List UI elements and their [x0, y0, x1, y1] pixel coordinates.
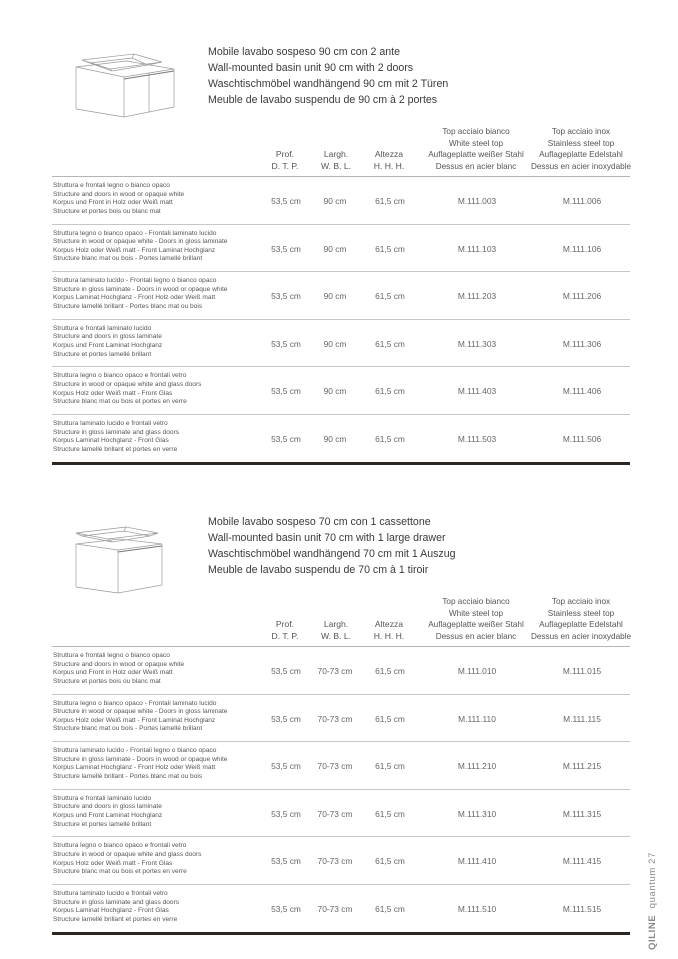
- description-line: Structure blanc mat ou bois - Portes lamellé brillant: [53, 255, 203, 263]
- description-line: Structure blanc mat ou bois et portes en verre: [53, 398, 187, 406]
- description-line: Struttura e frontali laminato lucido: [53, 324, 152, 332]
- table-row: [52, 177, 630, 225]
- row-description: [53, 277, 227, 311]
- description-line: Structure et portes lamellé brillant: [53, 820, 152, 828]
- row-description: [53, 890, 179, 924]
- table-row: [52, 320, 630, 368]
- row-description: [53, 747, 227, 781]
- width-value: 90 cm: [323, 196, 347, 206]
- code-stainless-steel: M.111.106: [562, 243, 602, 254]
- depth-value: 53,5 cm: [271, 808, 301, 819]
- description-line: Korpus und Front in Holz oder Weiß matt: [53, 669, 173, 677]
- description-line: Korpus Holz oder Weiß matt - Front Laminat Hochglanz: [53, 246, 216, 254]
- basin-unit-2-doors-illustration: [62, 45, 182, 125]
- width-value: 70-73 cm: [317, 761, 353, 772]
- title-en: Wall-mounted basin unit 70 cm with 1 large drawer: [208, 532, 446, 544]
- depth-value: 53,5 cm: [271, 291, 301, 302]
- collection-name: quantum: [647, 867, 658, 909]
- description-line: Struttura legno o bianco opaco e frontali vetro: [53, 372, 187, 380]
- width-value: 90 cm: [323, 291, 347, 302]
- code-stainless-steel: M.111.215: [562, 761, 602, 772]
- description-line: Structure in wood or opaque white and glass doors: [53, 380, 202, 388]
- height-value: 61,5 cm: [375, 196, 405, 206]
- description-line: Structure in gloss laminate and glass doors: [53, 428, 180, 436]
- width-value: 70-73 cm: [317, 666, 353, 676]
- depth-value: 53,5 cm: [271, 386, 301, 397]
- code-stainless-steel: M.111.015: [562, 666, 602, 676]
- row-description: [53, 842, 201, 876]
- table-row: [52, 225, 630, 273]
- product-table: [52, 647, 630, 935]
- page-number: 27: [647, 852, 658, 864]
- description-line: Korpus Holz oder Weiß matt - Front Glas: [53, 389, 173, 397]
- table-header: [52, 592, 630, 644]
- title-it: Mobile lavabo sospeso 70 cm con 1 cassettone: [208, 516, 431, 528]
- description-line: Korpus und Front Laminat Hochglanz: [53, 811, 163, 819]
- depth-value: 53,5 cm: [271, 666, 301, 676]
- row-description: [53, 182, 184, 216]
- depth-value: 53,5 cm: [271, 338, 301, 349]
- row-description: [53, 325, 162, 359]
- width-value: 70-73 cm: [317, 903, 353, 914]
- description-line: Korpus und Front Laminat Hochglanz: [53, 341, 163, 349]
- height-value: 61,5 cm: [375, 291, 405, 302]
- description-line: Struttura e frontali legno o bianco opaco: [53, 652, 170, 659]
- header-top-white: Top acciaio bianco White steel top Auflageplatte weißer Stahl Dessus en acier blanc: [428, 127, 524, 171]
- description-line: Struttura legno o bianco opaco - Frontali laminato lucido: [53, 229, 217, 237]
- title-de: Waschtischmöbel wandhängend 90 cm mit 2 Türen: [208, 78, 449, 90]
- depth-value: 53,5 cm: [271, 761, 301, 772]
- code-white-steel: M.111.010: [457, 666, 497, 676]
- width-value: 70-73 cm: [317, 808, 353, 819]
- header-largh: Largh. W. B. L.: [320, 619, 352, 641]
- header-top-white: Top acciaio bianco White steel top Auflageplatte weißer Stahl Dessus en acier blanc: [428, 597, 524, 641]
- description-line: Struttura legno o bianco opaco e frontali vetro: [53, 842, 187, 850]
- code-stainless-steel: M.111.506: [562, 433, 602, 444]
- description-line: Struttura laminato lucido e frontali vetro: [53, 419, 168, 427]
- code-white-steel: M.111.210: [457, 761, 497, 772]
- code-stainless-steel: M.111.415: [562, 856, 602, 867]
- description-line: Structure in wood or opaque white - Doors in gloss laminate: [53, 238, 228, 246]
- title-en: Wall-mounted basin unit 90 cm with 2 doors: [208, 62, 414, 74]
- description-line: Korpus Laminat Hochglanz - Front Glas: [53, 437, 169, 445]
- height-value: 61,5 cm: [375, 761, 405, 772]
- code-white-steel: M.111.510: [457, 903, 497, 914]
- description-line: Struttura laminato lucido e frontali vetro: [53, 889, 168, 897]
- code-white-steel: M.111.110: [458, 713, 496, 724]
- code-stainless-steel: M.111.115: [563, 713, 601, 724]
- depth-value: 53,5 cm: [271, 713, 301, 724]
- table-row: [52, 695, 630, 743]
- header-top-inox: Top acciaio inox Stainless steel top Auflageplatte Edelstahl Dessus en acier inoxydable: [530, 597, 632, 641]
- table-row: [52, 790, 630, 838]
- title-fr: Meuble de lavabo suspendu de 70 cm à 1 tiroir: [208, 564, 429, 576]
- row-description: [53, 652, 184, 686]
- height-value: 61,5 cm: [375, 666, 405, 676]
- depth-value: 53,5 cm: [271, 903, 301, 914]
- row-description: [53, 795, 162, 829]
- code-stainless-steel: M.111.515: [562, 903, 602, 914]
- table-header: [52, 122, 630, 174]
- description-line: Struttura e frontali legno o bianco opaco: [53, 182, 170, 189]
- height-value: 61,5 cm: [375, 243, 405, 254]
- description-line: Struttura laminato lucido - Frontali legno o bianco opaco: [53, 747, 217, 755]
- row-description: [53, 230, 227, 264]
- table-row: [52, 742, 630, 790]
- row-description: [53, 700, 227, 734]
- code-white-steel: M.111.103: [457, 243, 497, 254]
- row-description: [53, 372, 201, 406]
- description-line: Structure lamellé brillant - Portes blanc mat ou bois: [53, 302, 203, 310]
- height-value: 61,5 cm: [375, 386, 405, 397]
- description-line: Structure et portes bois ou blanc mat: [53, 677, 161, 685]
- code-white-steel: M.111.410: [457, 856, 497, 867]
- header-prof: Prof. D. T. P.: [271, 619, 299, 641]
- description-line: Structure and doors in wood or opaque white: [53, 660, 185, 668]
- description-line: Structure and doors in wood or opaque white: [53, 190, 185, 198]
- product-table: [52, 177, 630, 465]
- description-line: Structure blanc mat ou bois et portes en verre: [53, 868, 187, 876]
- depth-value: 53,5 cm: [271, 196, 301, 206]
- description-line: Structure lamellé brillant et portes en verre: [53, 445, 178, 453]
- width-value: 90 cm: [323, 243, 347, 254]
- description-line: Korpus Holz oder Weiß matt - Front Laminat Hochglanz: [53, 716, 216, 724]
- code-white-steel: M.111.403: [457, 386, 497, 397]
- description-line: Struttura e frontali laminato lucido: [53, 794, 152, 802]
- code-stainless-steel: M.111.006: [562, 196, 602, 206]
- header-prof: Prof. D. T. P.: [271, 149, 299, 171]
- section-title: [208, 44, 448, 108]
- header-altezza: Altezza H. H. H.: [373, 619, 405, 641]
- table-row: [52, 367, 630, 415]
- description-line: Korpus Laminat Hochglanz - Front Glas: [53, 907, 169, 915]
- height-value: 61,5 cm: [375, 433, 405, 444]
- code-white-steel: M.111.503: [457, 433, 497, 444]
- description-line: Korpus Laminat Hochglanz - Front Holz oder Weiß matt: [53, 764, 216, 772]
- code-stainless-steel: M.111.315: [562, 808, 602, 819]
- header-top-inox: Top acciaio inox Stainless steel top Auflageplatte Edelstahl Dessus en acier inoxydable: [530, 127, 632, 171]
- description-line: Struttura laminato lucido - Frontali legno o bianco opaco: [53, 277, 217, 285]
- width-value: 90 cm: [323, 433, 347, 444]
- table-row: [52, 885, 630, 935]
- width-value: 90 cm: [323, 386, 347, 397]
- width-value: 70-73 cm: [317, 856, 353, 867]
- table-row: [52, 647, 630, 695]
- code-white-steel: M.111.003: [457, 196, 497, 206]
- description-line: Structure lamellé brillant et portes en verre: [53, 915, 178, 923]
- width-value: 70-73 cm: [317, 713, 353, 724]
- table-row: [52, 272, 630, 320]
- description-line: Structure in gloss laminate - Doors in wood or opaque white: [53, 285, 228, 293]
- description-line: Structure and doors in gloss laminate: [53, 803, 162, 811]
- title-it: Mobile lavabo sospeso 90 cm con 2 ante: [208, 46, 400, 58]
- code-stainless-steel: M.111.306: [562, 338, 602, 349]
- title-fr: Meuble de lavabo suspendu de 90 cm à 2 portes: [208, 94, 438, 106]
- code-stainless-steel: M.111.406: [562, 386, 602, 397]
- table-row: [52, 837, 630, 885]
- title-de: Waschtischmöbel wandhängend 70 cm mit 1 Auszug: [208, 548, 456, 560]
- description-line: Structure et portes lamellé brillant: [53, 350, 152, 358]
- description-line: Structure in gloss laminate - Doors in wood or opaque white: [53, 755, 228, 763]
- height-value: 61,5 cm: [375, 808, 405, 819]
- page-footer-label: [646, 820, 660, 950]
- depth-value: 53,5 cm: [271, 433, 301, 444]
- table-row: [52, 415, 630, 465]
- code-stainless-steel: M.111.206: [562, 291, 602, 302]
- depth-value: 53,5 cm: [271, 856, 301, 867]
- width-value: 90 cm: [323, 338, 347, 349]
- description-line: Korpus Laminat Hochglanz - Front Holz oder Weiß matt: [53, 294, 216, 302]
- code-white-steel: M.111.303: [457, 338, 497, 349]
- description-line: Structure in wood or opaque white and glass doors: [53, 850, 202, 858]
- depth-value: 53,5 cm: [271, 243, 301, 254]
- height-value: 61,5 cm: [375, 713, 405, 724]
- brand-name: QILINE: [647, 914, 658, 950]
- header-largh: Largh. W. B. L.: [320, 149, 352, 171]
- description-line: Korpus Holz oder Weiß matt - Front Glas: [53, 859, 173, 867]
- description-line: Struttura legno o bianco opaco - Frontali laminato lucido: [53, 699, 217, 707]
- header-altezza: Altezza H. H. H.: [373, 149, 405, 171]
- height-value: 61,5 cm: [375, 856, 405, 867]
- description-line: Structure lamellé brillant - Portes blanc mat ou bois: [53, 772, 203, 780]
- basin-unit-1-drawer-illustration: [62, 515, 182, 595]
- row-description: [53, 420, 179, 454]
- section-title: [208, 514, 456, 578]
- description-line: Structure in gloss laminate and glass doors: [53, 898, 180, 906]
- code-white-steel: M.111.203: [457, 291, 497, 302]
- description-line: Korpus und Front in Holz oder Weiß matt: [53, 199, 173, 207]
- description-line: Structure and doors in gloss laminate: [53, 333, 162, 341]
- description-line: Structure et portes bois ou blanc mat: [53, 207, 161, 215]
- height-value: 61,5 cm: [375, 903, 405, 914]
- code-white-steel: M.111.310: [457, 808, 497, 819]
- description-line: Structure in wood or opaque white - Doors in gloss laminate: [53, 708, 228, 716]
- height-value: 61,5 cm: [375, 338, 405, 349]
- description-line: Structure blanc mat ou bois - Portes lamellé brillant: [53, 725, 203, 733]
